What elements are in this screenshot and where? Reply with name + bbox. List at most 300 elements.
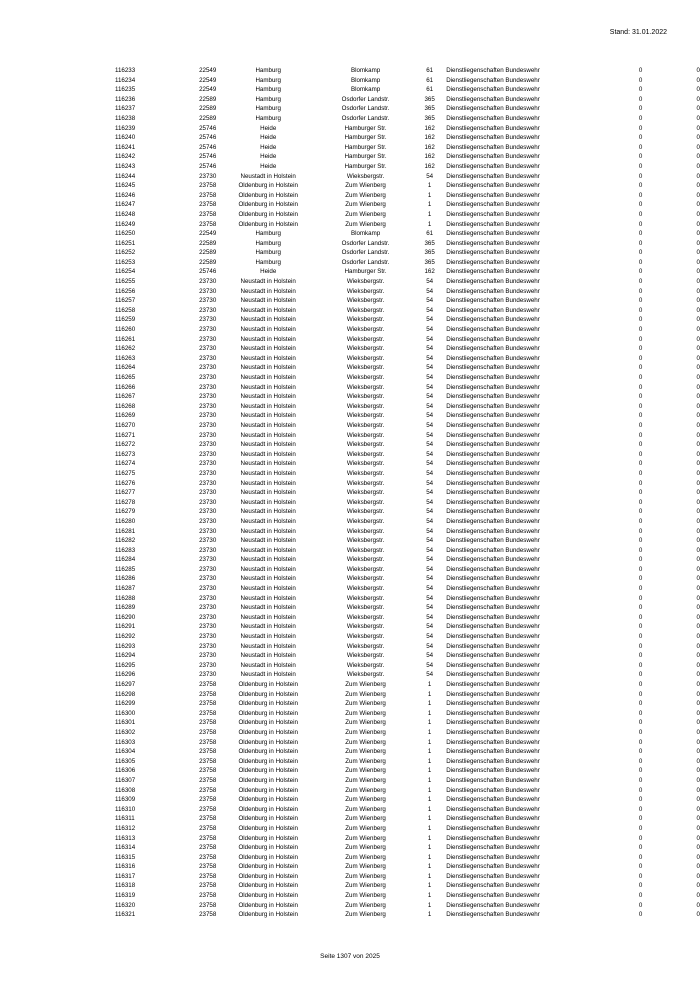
house-number: 54 <box>426 517 434 525</box>
house-number: 54 <box>426 489 434 497</box>
house-number: 54 <box>426 306 434 314</box>
category: Dienstliegenschaften Bundeswehr <box>446 134 540 142</box>
value-2: 0 <box>696 834 700 842</box>
row-id: 116284 <box>115 556 136 564</box>
category: Dienstliegenschaften Bundeswehr <box>446 86 540 94</box>
postal-code: 25746 <box>199 124 217 132</box>
city: Neustadt in Holstein <box>240 287 296 295</box>
postal-code: 23730 <box>199 402 217 410</box>
value-2: 0 <box>696 700 700 708</box>
house-number: 162 <box>424 134 435 142</box>
table-row <box>0 776 700 786</box>
street: Osdorfer Landstr. <box>341 258 390 266</box>
value-1: 0 <box>638 86 643 94</box>
city: Hamburg <box>255 258 281 266</box>
house-number: 54 <box>426 661 434 669</box>
table-row <box>0 786 700 796</box>
value-1: 0 <box>638 364 643 372</box>
value-2: 0 <box>696 546 700 554</box>
row-id: 116258 <box>115 306 136 314</box>
city: Neustadt in Holstein <box>240 172 296 180</box>
postal-code: 23730 <box>199 306 217 314</box>
street: Wieksbergstr. <box>346 671 385 679</box>
house-number: 1 <box>427 728 432 736</box>
street: Wieksbergstr. <box>346 364 385 372</box>
category: Dienstliegenschaften Bundeswehr <box>446 450 540 458</box>
postal-code: 22589 <box>199 239 217 247</box>
category: Dienstliegenschaften Bundeswehr <box>446 508 540 516</box>
table-row <box>0 421 700 431</box>
value-2: 0 <box>696 134 700 142</box>
city: Hamburg <box>255 95 281 103</box>
category: Dienstliegenschaften Bundeswehr <box>446 278 540 286</box>
city: Neustadt in Holstein <box>240 402 296 410</box>
street: Wieksbergstr. <box>346 565 385 573</box>
house-number: 54 <box>426 441 434 449</box>
table-row <box>0 565 700 575</box>
street: Wieksbergstr. <box>346 374 385 381</box>
postal-code: 23730 <box>199 585 217 593</box>
category: Dienstliegenschaften Bundeswehr <box>446 604 540 612</box>
row-id: 116278 <box>115 498 136 506</box>
street: Zum Wienberg <box>345 824 386 832</box>
house-number: 1 <box>427 776 432 784</box>
street: Blomkamp <box>350 86 381 94</box>
value-1: 0 <box>638 546 643 554</box>
table-row <box>0 728 700 738</box>
value-1: 0 <box>638 354 643 362</box>
house-number: 1 <box>427 834 432 842</box>
value-1: 0 <box>638 738 643 746</box>
value-1: 0 <box>638 517 643 525</box>
value-1: 0 <box>638 498 643 506</box>
category: Dienstliegenschaften Bundeswehr <box>446 623 540 631</box>
category: Dienstliegenschaften Bundeswehr <box>446 469 540 477</box>
value-1: 0 <box>638 124 643 132</box>
street: Wieksbergstr. <box>346 287 385 295</box>
row-id: 116314 <box>115 844 136 852</box>
postal-code: 23730 <box>199 642 217 650</box>
value-2: 0 <box>696 326 700 334</box>
table-row <box>0 670 700 680</box>
table-row <box>0 834 700 844</box>
row-id: 116240 <box>115 134 136 142</box>
house-number: 54 <box>426 326 434 334</box>
house-number: 61 <box>426 230 434 238</box>
row-id: 116269 <box>115 412 136 420</box>
house-number: 54 <box>426 412 434 420</box>
value-2: 0 <box>696 757 700 765</box>
city: Neustadt in Holstein <box>240 575 296 583</box>
value-1: 0 <box>638 249 643 257</box>
postal-code: 23730 <box>199 287 217 295</box>
value-1: 0 <box>638 853 643 861</box>
house-number: 162 <box>424 162 435 170</box>
row-id: 116246 <box>115 191 136 199</box>
row-id: 116271 <box>115 431 136 439</box>
city: Neustadt in Holstein <box>240 671 296 679</box>
house-number: 54 <box>426 364 434 372</box>
row-id: 116283 <box>115 546 136 554</box>
street: Wieksbergstr. <box>346 537 385 545</box>
value-2: 0 <box>696 709 700 717</box>
category: Dienstliegenschaften Bundeswehr <box>446 892 540 900</box>
category: Dienstliegenschaften Bundeswehr <box>446 546 540 554</box>
row-id: 116273 <box>115 450 136 458</box>
house-number: 54 <box>426 172 434 180</box>
city: Neustadt in Holstein <box>240 479 296 487</box>
row-id: 116275 <box>115 469 136 477</box>
value-1: 0 <box>638 441 643 449</box>
postal-code: 23758 <box>199 834 217 842</box>
postal-code: 22589 <box>199 105 217 113</box>
postal-code: 23758 <box>199 728 217 736</box>
value-2: 0 <box>696 652 700 660</box>
value-1: 0 <box>638 748 643 756</box>
street: Hamburger Str. <box>344 153 387 161</box>
category: Dienstliegenschaften Bundeswehr <box>446 671 540 679</box>
city: Oldenburg in Holstein <box>238 776 298 784</box>
value-1: 0 <box>638 114 643 122</box>
city: Heide <box>260 162 277 170</box>
street: Wieksbergstr. <box>346 441 385 449</box>
postal-code: 23730 <box>199 316 217 324</box>
city: Heide <box>260 268 277 276</box>
house-number: 1 <box>427 882 432 890</box>
house-number: 54 <box>426 652 434 660</box>
value-2: 0 <box>696 585 700 593</box>
street: Wieksbergstr. <box>346 412 385 420</box>
city: Neustadt in Holstein <box>240 613 296 621</box>
value-2: 0 <box>696 162 700 170</box>
city: Oldenburg in Holstein <box>238 748 298 756</box>
row-id: 116267 <box>115 393 136 401</box>
street: Wieksbergstr. <box>346 172 385 180</box>
house-number: 54 <box>426 354 434 362</box>
city: Oldenburg in Holstein <box>238 786 298 794</box>
value-2: 0 <box>696 613 700 621</box>
category: Dienstliegenschaften Bundeswehr <box>446 364 540 372</box>
value-1: 0 <box>638 143 643 151</box>
category: Dienstliegenschaften Bundeswehr <box>446 728 540 736</box>
value-2: 0 <box>696 805 700 813</box>
table-row <box>0 651 700 661</box>
city: Neustadt in Holstein <box>240 374 296 381</box>
row-id: 116241 <box>115 143 136 151</box>
postal-code: 23730 <box>199 345 217 353</box>
row-id: 116318 <box>115 882 136 890</box>
category: Dienstliegenschaften Bundeswehr <box>446 882 540 890</box>
street: Zum Wienberg <box>345 882 386 890</box>
city: Neustadt in Holstein <box>240 441 296 449</box>
value-2: 0 <box>696 681 700 688</box>
city: Neustadt in Holstein <box>240 316 296 324</box>
city: Oldenburg in Holstein <box>238 872 298 880</box>
value-1: 0 <box>638 786 643 794</box>
postal-code: 23730 <box>199 489 217 497</box>
category: Dienstliegenschaften Bundeswehr <box>446 844 540 852</box>
street: Zum Wienberg <box>345 738 386 746</box>
value-2: 0 <box>696 776 700 784</box>
city: Heide <box>260 143 277 151</box>
value-1: 0 <box>638 700 643 708</box>
row-id: 116248 <box>115 210 136 218</box>
house-number: 1 <box>427 201 432 209</box>
category: Dienstliegenschaften Bundeswehr <box>446 786 540 794</box>
postal-code: 23730 <box>199 479 217 487</box>
value-1: 0 <box>638 911 643 919</box>
row-id: 116288 <box>115 594 136 602</box>
value-1: 0 <box>638 728 643 736</box>
house-number: 54 <box>426 393 434 401</box>
postal-code: 23758 <box>199 210 217 218</box>
street: Wieksbergstr. <box>346 306 385 314</box>
city: Neustadt in Holstein <box>240 412 296 420</box>
city: Oldenburg in Holstein <box>238 911 298 919</box>
category: Dienstliegenschaften Bundeswehr <box>446 421 540 429</box>
category: Dienstliegenschaften Bundeswehr <box>446 613 540 621</box>
row-id: 116253 <box>115 258 136 266</box>
street: Zum Wienberg <box>345 201 386 209</box>
postal-code: 23758 <box>199 757 217 765</box>
city: Hamburg <box>255 230 281 238</box>
category: Dienstliegenschaften Bundeswehr <box>446 853 540 861</box>
category: Dienstliegenschaften Bundeswehr <box>446 287 540 295</box>
value-2: 0 <box>696 604 700 612</box>
house-number: 54 <box>426 594 434 602</box>
category: Dienstliegenschaften Bundeswehr <box>446 393 540 401</box>
value-1: 0 <box>638 805 643 813</box>
row-id: 116310 <box>115 805 136 813</box>
street: Wieksbergstr. <box>346 546 385 554</box>
category: Dienstliegenschaften Bundeswehr <box>446 834 540 842</box>
street: Hamburger Str. <box>344 124 387 132</box>
house-number: 1 <box>427 805 432 813</box>
street: Wieksbergstr. <box>346 354 385 362</box>
category: Dienstliegenschaften Bundeswehr <box>446 901 540 909</box>
value-1: 0 <box>638 815 643 823</box>
postal-code: 23730 <box>199 469 217 477</box>
value-2: 0 <box>696 230 700 238</box>
postal-code: 23758 <box>199 182 217 190</box>
house-number: 54 <box>426 316 434 324</box>
row-id: 116286 <box>115 575 136 583</box>
page-number: Seite 1307 von 2025 <box>320 953 380 960</box>
table-row <box>0 66 700 76</box>
value-2: 0 <box>696 354 700 362</box>
postal-code: 22549 <box>199 86 217 94</box>
row-id: 116298 <box>115 690 136 698</box>
table-row <box>0 757 700 767</box>
table-row <box>0 248 700 258</box>
row-id: 116274 <box>115 460 136 468</box>
value-1: 0 <box>638 901 643 909</box>
city: Neustadt in Holstein <box>240 556 296 564</box>
category: Dienstliegenschaften Bundeswehr <box>446 556 540 564</box>
table-row <box>0 718 700 728</box>
value-1: 0 <box>638 623 643 631</box>
category: Dienstliegenschaften Bundeswehr <box>446 268 540 276</box>
value-1: 0 <box>638 162 643 170</box>
category: Dienstliegenschaften Bundeswehr <box>446 642 540 650</box>
city: Oldenburg in Holstein <box>238 700 298 708</box>
table-row <box>0 891 700 901</box>
row-id: 116296 <box>115 671 136 679</box>
city: Hamburg <box>255 86 281 94</box>
value-2: 0 <box>696 911 700 919</box>
category: Dienstliegenschaften Bundeswehr <box>446 824 540 832</box>
row-id: 116262 <box>115 345 136 353</box>
table-row <box>0 795 700 805</box>
street: Zum Wienberg <box>345 700 386 708</box>
table-row <box>0 843 700 853</box>
value-2: 0 <box>696 114 700 122</box>
postal-code: 23758 <box>199 853 217 861</box>
house-number: 54 <box>426 287 434 295</box>
value-1: 0 <box>638 172 643 180</box>
street: Zum Wienberg <box>345 834 386 842</box>
street: Wieksbergstr. <box>346 508 385 516</box>
house-number: 365 <box>424 249 435 257</box>
table-row <box>0 335 700 345</box>
row-id: 116268 <box>115 402 136 410</box>
value-1: 0 <box>638 489 643 497</box>
category: Dienstliegenschaften Bundeswehr <box>446 719 540 727</box>
category: Dienstliegenschaften Bundeswehr <box>446 201 540 209</box>
value-1: 0 <box>638 594 643 602</box>
house-number: 54 <box>426 450 434 458</box>
street: Zum Wienberg <box>345 690 386 698</box>
postal-code: 23758 <box>199 748 217 756</box>
city: Neustadt in Holstein <box>240 604 296 612</box>
street: Zum Wienberg <box>345 748 386 756</box>
street: Zum Wienberg <box>345 757 386 765</box>
value-1: 0 <box>638 287 643 295</box>
value-1: 0 <box>638 402 643 410</box>
house-number: 61 <box>426 67 434 74</box>
table-row <box>0 258 700 268</box>
table-row <box>0 642 700 652</box>
value-1: 0 <box>638 306 643 314</box>
stand-date: Stand: 31.01.2022 <box>609 29 667 36</box>
table-row <box>0 210 700 220</box>
value-2: 0 <box>696 316 700 324</box>
city: Neustadt in Holstein <box>240 537 296 545</box>
value-1: 0 <box>638 460 643 468</box>
house-number: 1 <box>427 767 432 775</box>
value-2: 0 <box>696 748 700 756</box>
row-id: 116277 <box>115 489 136 497</box>
street: Zum Wienberg <box>345 872 386 880</box>
street: Wieksbergstr. <box>346 652 385 660</box>
street: Wieksbergstr. <box>346 517 385 525</box>
street: Wieksbergstr. <box>346 585 385 593</box>
category: Dienstliegenschaften Bundeswehr <box>446 143 540 151</box>
street: Zum Wienberg <box>345 815 386 823</box>
category: Dienstliegenschaften Bundeswehr <box>446 594 540 602</box>
value-1: 0 <box>638 633 643 641</box>
row-id: 116312 <box>115 824 136 832</box>
row-id: 116300 <box>115 709 136 717</box>
value-2: 0 <box>696 201 700 209</box>
table-row <box>0 124 700 134</box>
value-2: 0 <box>696 479 700 487</box>
street: Osdorfer Landstr. <box>341 114 390 122</box>
data-table <box>0 66 700 920</box>
postal-code: 23758 <box>199 786 217 794</box>
category: Dienstliegenschaften Bundeswehr <box>446 537 540 545</box>
city: Oldenburg in Holstein <box>238 690 298 698</box>
city: Oldenburg in Holstein <box>238 719 298 727</box>
value-2: 0 <box>696 872 700 880</box>
category: Dienstliegenschaften Bundeswehr <box>446 479 540 487</box>
postal-code: 23730 <box>199 326 217 334</box>
postal-code: 22589 <box>199 95 217 103</box>
category: Dienstliegenschaften Bundeswehr <box>446 460 540 468</box>
street: Wieksbergstr. <box>346 393 385 401</box>
table-row <box>0 488 700 498</box>
category: Dienstliegenschaften Bundeswehr <box>446 220 540 228</box>
house-number: 54 <box>426 546 434 554</box>
value-1: 0 <box>638 431 643 439</box>
postal-code: 23730 <box>199 393 217 401</box>
city: Neustadt in Holstein <box>240 364 296 372</box>
table-row <box>0 824 700 834</box>
table-row <box>0 690 700 700</box>
table-row <box>0 229 700 239</box>
postal-code: 23758 <box>199 872 217 880</box>
postal-code: 23730 <box>199 546 217 554</box>
table-row <box>0 661 700 671</box>
category: Dienstliegenschaften Bundeswehr <box>446 172 540 180</box>
table-row <box>0 881 700 891</box>
value-2: 0 <box>696 268 700 276</box>
table-row <box>0 546 700 556</box>
postal-code: 23758 <box>199 191 217 199</box>
city: Oldenburg in Holstein <box>238 796 298 804</box>
house-number: 1 <box>427 700 432 708</box>
table-row <box>0 76 700 86</box>
category: Dienstliegenschaften Bundeswehr <box>446 652 540 660</box>
postal-code: 23758 <box>199 824 217 832</box>
category: Dienstliegenschaften Bundeswehr <box>446 249 540 257</box>
postal-code: 23730 <box>199 575 217 583</box>
value-1: 0 <box>638 872 643 880</box>
postal-code: 23730 <box>199 508 217 516</box>
row-id: 116290 <box>115 613 136 621</box>
city: Neustadt in Holstein <box>240 278 296 286</box>
value-2: 0 <box>696 796 700 804</box>
category: Dienstliegenschaften Bundeswehr <box>446 767 540 775</box>
category: Dienstliegenschaften Bundeswehr <box>446 441 540 449</box>
house-number: 54 <box>426 556 434 564</box>
value-2: 0 <box>696 258 700 266</box>
table-row <box>0 517 700 527</box>
value-1: 0 <box>638 719 643 727</box>
table-row <box>0 747 700 757</box>
postal-code: 25746 <box>199 153 217 161</box>
house-number: 365 <box>424 258 435 266</box>
street: Wieksbergstr. <box>346 316 385 324</box>
value-1: 0 <box>638 671 643 679</box>
value-2: 0 <box>696 633 700 641</box>
row-id: 116239 <box>115 124 136 132</box>
city: Neustadt in Holstein <box>240 517 296 525</box>
postal-code: 23730 <box>199 412 217 420</box>
row-id: 116297 <box>115 681 136 688</box>
city: Neustadt in Holstein <box>240 450 296 458</box>
postal-code: 25746 <box>199 162 217 170</box>
